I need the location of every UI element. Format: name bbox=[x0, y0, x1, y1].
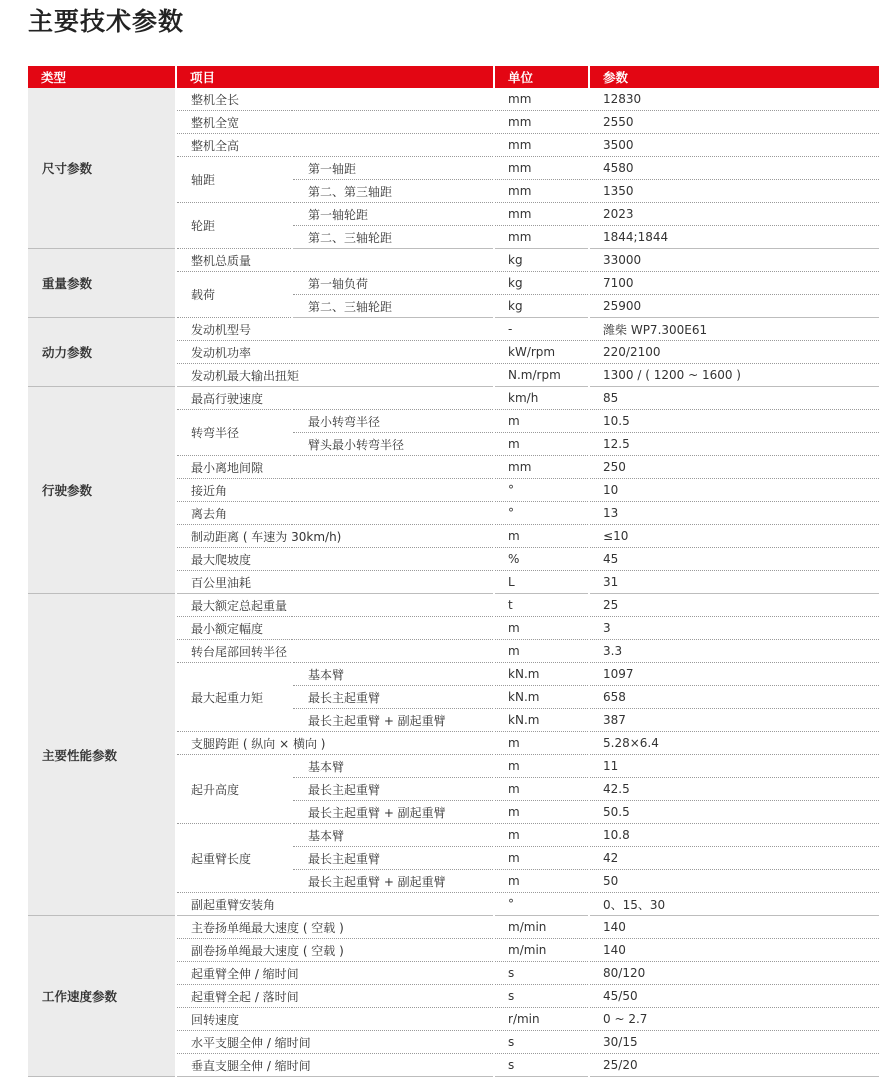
value-cell: 140 bbox=[589, 939, 879, 962]
value-cell: 25/20 bbox=[589, 1054, 879, 1077]
item-label: 起重臂全伸 / 缩时间 bbox=[176, 962, 494, 985]
unit-cell: m bbox=[494, 640, 589, 663]
unit-cell: m bbox=[494, 870, 589, 893]
unit-cell: mm bbox=[494, 456, 589, 479]
value-cell: 80/120 bbox=[589, 962, 879, 985]
sub-item-label: 第二、第三轴距 bbox=[292, 180, 494, 203]
category-label: 工作速度参数 bbox=[28, 916, 176, 1077]
unit-cell: m bbox=[494, 410, 589, 433]
value-cell: 0、15、30 bbox=[589, 893, 879, 916]
value-cell: 30/15 bbox=[589, 1031, 879, 1054]
unit-cell: kN.m bbox=[494, 709, 589, 732]
item-label: 最大额定总起重量 bbox=[176, 594, 494, 617]
unit-cell: m/min bbox=[494, 939, 589, 962]
value-cell: 5.28×6.4 bbox=[589, 732, 879, 755]
unit-cell: kN.m bbox=[494, 686, 589, 709]
table-row bbox=[28, 594, 879, 617]
sub-item-label: 最长主起重臂 + 副起重臂 bbox=[292, 801, 494, 824]
sub-item-label: 最长主起重臂 + 副起重臂 bbox=[292, 870, 494, 893]
value-cell: 33000 bbox=[589, 249, 879, 272]
value-cell: 4580 bbox=[589, 157, 879, 180]
category-label: 动力参数 bbox=[28, 318, 176, 387]
value-cell: 85 bbox=[589, 387, 879, 410]
value-cell: 50.5 bbox=[589, 801, 879, 824]
item-label: 回转速度 bbox=[176, 1008, 494, 1031]
unit-cell: t bbox=[494, 594, 589, 617]
unit-cell: ° bbox=[494, 479, 589, 502]
unit-cell: s bbox=[494, 1054, 589, 1077]
item-label: 垂直支腿全伸 / 缩时间 bbox=[176, 1054, 494, 1077]
sub-item-label: 最小转弯半径 bbox=[292, 410, 494, 433]
value-cell: 潍柴 WP7.300E61 bbox=[589, 318, 879, 341]
value-cell: 250 bbox=[589, 456, 879, 479]
unit-cell: ° bbox=[494, 893, 589, 916]
value-cell: 10 bbox=[589, 479, 879, 502]
unit-cell: m bbox=[494, 755, 589, 778]
value-cell: 25900 bbox=[589, 295, 879, 318]
value-cell: 3.3 bbox=[589, 640, 879, 663]
unit-cell: mm bbox=[494, 180, 589, 203]
item-label: 起升高度 bbox=[176, 755, 292, 824]
unit-cell: m bbox=[494, 525, 589, 548]
header-category: 类型 bbox=[28, 66, 176, 88]
unit-cell: m/min bbox=[494, 916, 589, 939]
sub-item-label: 基本臂 bbox=[292, 824, 494, 847]
sub-item-label: 第一轴轮距 bbox=[292, 203, 494, 226]
unit-cell: kN.m bbox=[494, 663, 589, 686]
item-label: 最高行驶速度 bbox=[176, 387, 494, 410]
value-cell: 31 bbox=[589, 571, 879, 594]
item-label: 转弯半径 bbox=[176, 410, 292, 456]
sub-item-label: 最长主起重臂 + 副起重臂 bbox=[292, 709, 494, 732]
unit-cell: km/h bbox=[494, 387, 589, 410]
unit-cell: mm bbox=[494, 157, 589, 180]
unit-cell: kg bbox=[494, 272, 589, 295]
value-cell: 140 bbox=[589, 916, 879, 939]
value-cell: 45 bbox=[589, 548, 879, 571]
unit-cell: s bbox=[494, 1031, 589, 1054]
item-label: 起重臂全起 / 落时间 bbox=[176, 985, 494, 1008]
item-label: 整机全宽 bbox=[176, 111, 494, 134]
header-value: 参数 bbox=[589, 66, 879, 88]
table-header-row bbox=[28, 66, 879, 88]
item-label: 整机总质量 bbox=[176, 249, 494, 272]
item-label: 最大爬坡度 bbox=[176, 548, 494, 571]
unit-cell: - bbox=[494, 318, 589, 341]
value-cell: 0 ~ 2.7 bbox=[589, 1008, 879, 1031]
unit-cell: kg bbox=[494, 249, 589, 272]
item-label: 发动机功率 bbox=[176, 341, 494, 364]
item-label: 主卷扬单绳最大速度 ( 空载 ) bbox=[176, 916, 494, 939]
value-cell: 12830 bbox=[589, 88, 879, 111]
unit-cell: mm bbox=[494, 88, 589, 111]
value-cell: 45/50 bbox=[589, 985, 879, 1008]
value-cell: 387 bbox=[589, 709, 879, 732]
item-label: 最大起重力矩 bbox=[176, 663, 292, 732]
value-cell: 10.5 bbox=[589, 410, 879, 433]
unit-cell: mm bbox=[494, 203, 589, 226]
value-cell: 3 bbox=[589, 617, 879, 640]
unit-cell: s bbox=[494, 962, 589, 985]
header-item: 项目 bbox=[176, 66, 494, 88]
unit-cell: m bbox=[494, 732, 589, 755]
header-unit: 单位 bbox=[494, 66, 589, 88]
value-cell: 1350 bbox=[589, 180, 879, 203]
category-label: 尺寸参数 bbox=[28, 88, 176, 249]
unit-cell: % bbox=[494, 548, 589, 571]
item-label: 发动机最大输出扭矩 bbox=[176, 364, 494, 387]
value-cell: 1300 / ( 1200 ~ 1600 ) bbox=[589, 364, 879, 387]
sub-item-label: 最长主起重臂 bbox=[292, 778, 494, 801]
unit-cell: mm bbox=[494, 134, 589, 157]
item-label: 轴距 bbox=[176, 157, 292, 203]
item-label: 起重臂长度 bbox=[176, 824, 292, 893]
item-label: 水平支腿全伸 / 缩时间 bbox=[176, 1031, 494, 1054]
sub-item-label: 最长主起重臂 bbox=[292, 847, 494, 870]
item-label: 离去角 bbox=[176, 502, 494, 525]
table-row bbox=[28, 916, 879, 939]
unit-cell: m bbox=[494, 847, 589, 870]
item-label: 发动机型号 bbox=[176, 318, 494, 341]
value-cell: 2550 bbox=[589, 111, 879, 134]
item-label: 百公里油耗 bbox=[176, 571, 494, 594]
item-label: 轮距 bbox=[176, 203, 292, 249]
unit-cell: N.m/rpm bbox=[494, 364, 589, 387]
unit-cell: m bbox=[494, 801, 589, 824]
unit-cell: kg bbox=[494, 295, 589, 318]
category-label: 行驶参数 bbox=[28, 387, 176, 594]
unit-cell: r/min bbox=[494, 1008, 589, 1031]
value-cell: 1097 bbox=[589, 663, 879, 686]
item-label: 制动距离 ( 车速为 30km/h) bbox=[176, 525, 494, 548]
value-cell: 220/2100 bbox=[589, 341, 879, 364]
unit-cell: m bbox=[494, 433, 589, 456]
sub-item-label: 第二、三轴轮距 bbox=[292, 226, 494, 249]
unit-cell: m bbox=[494, 824, 589, 847]
unit-cell: mm bbox=[494, 111, 589, 134]
spec-table bbox=[28, 66, 879, 1077]
item-label: 最小额定幅度 bbox=[176, 617, 494, 640]
sub-item-label: 基本臂 bbox=[292, 663, 494, 686]
sub-item-label: 最长主起重臂 bbox=[292, 686, 494, 709]
value-cell: 13 bbox=[589, 502, 879, 525]
item-label: 接近角 bbox=[176, 479, 494, 502]
table-row bbox=[28, 387, 879, 410]
sub-item-label: 第二、三轴轮距 bbox=[292, 295, 494, 318]
value-cell: 3500 bbox=[589, 134, 879, 157]
value-cell: 42 bbox=[589, 847, 879, 870]
value-cell: 10.8 bbox=[589, 824, 879, 847]
table-row bbox=[28, 318, 879, 341]
value-cell: 2023 bbox=[589, 203, 879, 226]
unit-cell: L bbox=[494, 571, 589, 594]
page-title: 主要技术参数 bbox=[28, 7, 185, 36]
category-label: 重量参数 bbox=[28, 249, 176, 318]
value-cell: 25 bbox=[589, 594, 879, 617]
item-label: 支腿跨距 ( 纵向 × 横向 ) bbox=[176, 732, 494, 755]
item-label: 副卷扬单绳最大速度 ( 空载 ) bbox=[176, 939, 494, 962]
item-label: 整机全长 bbox=[176, 88, 494, 111]
unit-cell: m bbox=[494, 778, 589, 801]
category-label: 主要性能参数 bbox=[28, 594, 176, 916]
item-label: 副起重臂安装角 bbox=[176, 893, 494, 916]
value-cell: ≤10 bbox=[589, 525, 879, 548]
item-label: 转台尾部回转半径 bbox=[176, 640, 494, 663]
sub-item-label: 基本臂 bbox=[292, 755, 494, 778]
sub-item-label: 第一轴负荷 bbox=[292, 272, 494, 295]
value-cell: 11 bbox=[589, 755, 879, 778]
value-cell: 7100 bbox=[589, 272, 879, 295]
sub-item-label: 第一轴距 bbox=[292, 157, 494, 180]
sub-item-label: 臂头最小转弯半径 bbox=[292, 433, 494, 456]
unit-cell: ° bbox=[494, 502, 589, 525]
unit-cell: mm bbox=[494, 226, 589, 249]
value-cell: 42.5 bbox=[589, 778, 879, 801]
value-cell: 1844;1844 bbox=[589, 226, 879, 249]
spec-table-body bbox=[28, 88, 879, 1077]
value-cell: 50 bbox=[589, 870, 879, 893]
unit-cell: s bbox=[494, 985, 589, 1008]
value-cell: 12.5 bbox=[589, 433, 879, 456]
value-cell: 658 bbox=[589, 686, 879, 709]
item-label: 整机全高 bbox=[176, 134, 494, 157]
table-row bbox=[28, 88, 879, 111]
unit-cell: kW/rpm bbox=[494, 341, 589, 364]
table-row bbox=[28, 249, 879, 272]
unit-cell: m bbox=[494, 617, 589, 640]
item-label: 最小离地间隙 bbox=[176, 456, 494, 479]
item-label: 载荷 bbox=[176, 272, 292, 318]
